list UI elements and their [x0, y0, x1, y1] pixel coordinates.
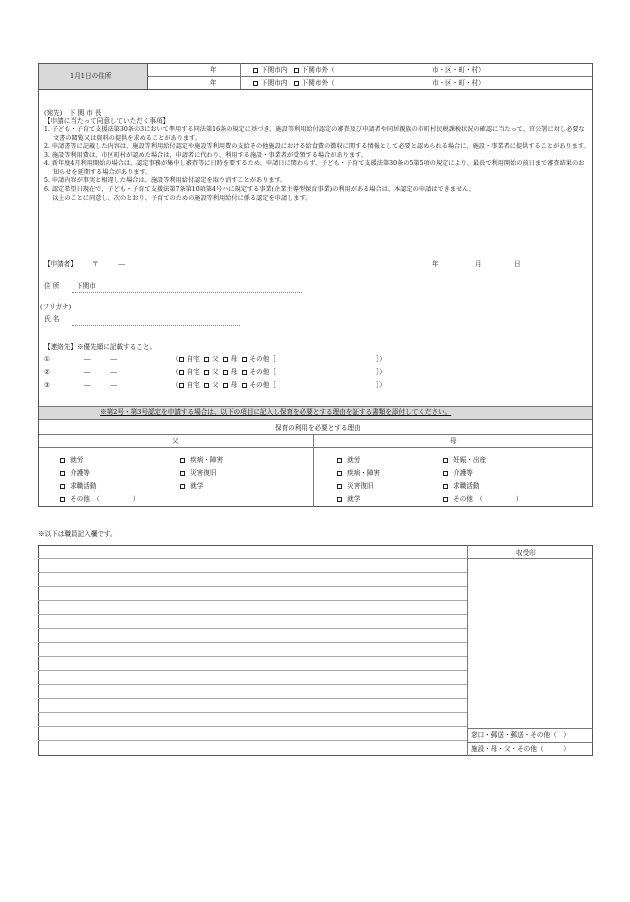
address-label: 1月1日の住所	[70, 72, 112, 80]
furigana-label: (フリガナ)	[40, 303, 72, 311]
consent-heading: 【申請に当たって同意していただく事項】	[44, 117, 170, 125]
mother-reason-list	[337, 456, 587, 508]
list-item[interactable]: 就労 疾病・障害	[60, 456, 310, 469]
consent-closing: 以上のことに同意し、次のとおり、子育てのための施設等利用給付に係る認定を申請します。	[52, 195, 312, 202]
name-field[interactable]	[72, 325, 240, 326]
address-field-value[interactable]: 下関市	[76, 282, 96, 290]
consent-item: 1. 子ども・子育て支援法第30条の3において準用する同法第16条の規定に基づき、施設等利用給付認定の審査及び申請者や同居親族の市町村民税課税状況の確認に当たって、官公署に対し必要な文書の閲覧又は資料の提供を求めることがあります。	[44, 126, 585, 142]
checkbox-icon[interactable]	[294, 81, 299, 86]
consent-item: 5. 申請内容が事実と相違した場合は、施設等利用給付認定を取り消すことがあります。	[44, 177, 287, 184]
contact-heading: 【連絡先】	[44, 343, 77, 351]
checkbox-icon[interactable]	[223, 383, 228, 388]
checkbox-icon[interactable]	[204, 357, 209, 362]
checkbox-icon[interactable]	[180, 484, 185, 489]
contact-row-1[interactable]: ① ― ― （ 自宅 父 母 その他［ ］）	[44, 355, 386, 363]
checkbox-icon[interactable]	[60, 471, 65, 476]
checkbox-icon[interactable]	[223, 357, 228, 362]
address-year-1: 年	[210, 66, 217, 74]
checkbox-icon[interactable]	[60, 458, 65, 463]
checkbox-icon[interactable]	[242, 383, 247, 388]
contact-row-3[interactable]: ③ ― ― （ 自宅 父 母 その他［ ］）	[44, 381, 386, 389]
address-year-2: 年	[210, 79, 217, 87]
date-month-label: 月	[475, 260, 482, 268]
address-suffix-2: 市・区・町・村）	[432, 79, 485, 87]
list-item[interactable]: 災害復旧 求職活動	[337, 482, 587, 495]
mother-column-header: 母	[450, 437, 457, 445]
receipt-route-line[interactable]: 窓口・郵送・郵送・その他（ ）	[471, 731, 570, 739]
checkbox-icon[interactable]	[443, 458, 448, 463]
checkbox-icon[interactable]	[204, 370, 209, 375]
receipt-who-line[interactable]: 施設・母・父・その他（ ）	[471, 745, 570, 753]
address-option-row-1: 下関市内 下関市外（	[253, 66, 335, 75]
date-day-label: 日	[514, 260, 521, 268]
addressee: (宛先) 下 関 市 長	[44, 109, 102, 117]
consent-item: 2. 申請書等に記載した内容は、施設等利用給付認定や施設等利用費の支給その他施設における給食費の徴収に関する情報として必要と認められる場合に、施設・事業者に提供することがあります。	[44, 143, 590, 150]
checkbox-icon[interactable]	[294, 68, 299, 73]
consent-item: 4. 新年度4月利用開始の場合は、認定事務が集中し審査等に日時を要するため、申請日に関わらず、子ども・子育て支援法第30条の5第5項の規定により、最長で利用開始の前日まで審査結果のお知らせを延期する場合があります。	[44, 160, 585, 176]
list-item[interactable]: 就学 その他 （ ）	[337, 495, 587, 508]
checkbox-icon[interactable]	[443, 497, 448, 502]
checkbox-icon[interactable]	[180, 458, 185, 463]
checkbox-icon[interactable]	[179, 370, 184, 375]
checkbox-icon[interactable]	[337, 458, 342, 463]
checkbox-icon[interactable]	[337, 497, 342, 502]
checkbox-icon[interactable]	[443, 471, 448, 476]
address-suffix-1: 市・区・町・村）	[432, 66, 485, 74]
consent-item: 6. 認定希望日現在で、子ども・子育て支援法第7条第10項第4号ハに規定する事業(企業主導型保育事業)の利用がある場合は、本認定の申請はできません。	[44, 185, 475, 193]
postal-code-field[interactable]: 〒 ―	[92, 260, 125, 268]
checkbox-icon[interactable]	[179, 357, 184, 362]
list-item[interactable]: 就労 妊娠・出産	[337, 456, 587, 469]
reason-title: 保育の利用を必要とする理由	[275, 424, 361, 432]
father-reason-list	[60, 456, 310, 508]
contact-heading-line	[44, 343, 156, 352]
checkbox-icon[interactable]	[223, 370, 228, 375]
list-item[interactable]: その他 （ ）	[60, 495, 310, 508]
consent-items	[44, 126, 590, 204]
stamp-label: 収受印	[516, 549, 536, 557]
applicant-label: 【申請者】	[44, 260, 77, 268]
address-option-row-2: 下関市内 下関市外（	[253, 79, 335, 88]
contact-row-2[interactable]: ② ― ― （ 自宅 父 母 その他［ ］）	[44, 368, 386, 376]
checkbox-icon[interactable]	[443, 484, 448, 489]
checkbox-icon[interactable]	[179, 383, 184, 388]
checkbox-icon[interactable]	[337, 484, 342, 489]
list-item[interactable]: 疾病・障害 介護等	[337, 469, 587, 482]
checkbox-icon[interactable]	[253, 68, 258, 73]
contact-note: ※優先順に記載すること。	[76, 343, 157, 351]
staff-note: ※以下は職員記入欄です。	[38, 530, 117, 538]
checkbox-icon[interactable]	[60, 484, 65, 489]
checkbox-icon[interactable]	[204, 383, 209, 388]
checkbox-icon[interactable]	[337, 471, 342, 476]
checkbox-icon[interactable]	[180, 471, 185, 476]
name-field-label: 氏 名	[44, 315, 60, 323]
date-year-label: 年	[432, 260, 439, 268]
list-item[interactable]: 介護等 災害復旧	[60, 469, 310, 482]
consent-item: 3. 施設等利用費は、市区町村が認めた場合は、申請者に代わり、利用する施設・事業者が受領する場合があります。	[44, 151, 367, 159]
list-item[interactable]: 求職活動 就学	[60, 482, 310, 495]
checkbox-icon[interactable]	[242, 357, 247, 362]
staff-box	[38, 545, 593, 756]
checkbox-icon[interactable]	[60, 497, 65, 502]
address-field-label: 住 所	[44, 282, 60, 290]
checkbox-icon[interactable]	[253, 81, 258, 86]
father-column-header: 父	[172, 437, 179, 445]
reason-banner-text: ※第2号・第3号認定を申請する場合は、以下の項目に記入し保育を必要とする理由を証する書類を添付してください。	[100, 408, 452, 416]
checkbox-icon[interactable]	[242, 370, 247, 375]
